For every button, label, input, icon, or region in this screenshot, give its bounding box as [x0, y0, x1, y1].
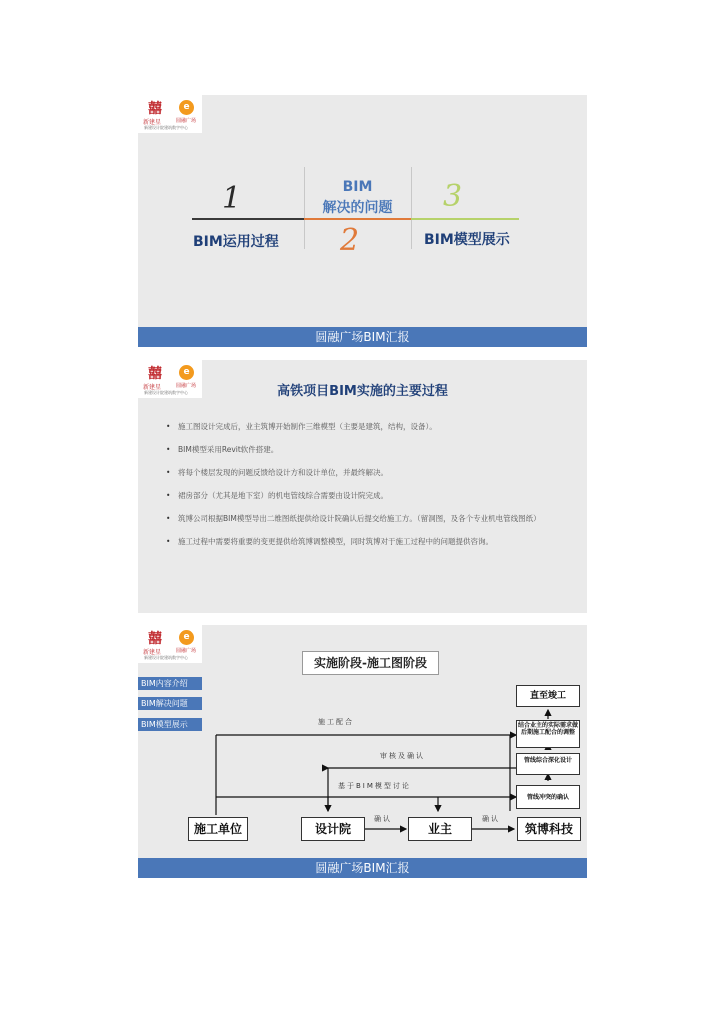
label-construction-coop: 施工配合	[318, 718, 354, 726]
slide-title: 实施阶段-施工图阶段	[302, 651, 439, 675]
step-number-3: 3	[443, 179, 463, 214]
xinjian-logo-icon: 囍	[148, 101, 162, 117]
footer-banner: 圆融广场BIM汇报	[138, 327, 587, 347]
box-later-adjustment: 结合业主的实际需求做后期施工配合的调整	[516, 720, 580, 748]
logo-block	[138, 95, 202, 133]
step-number-1: 1	[222, 181, 242, 216]
xinjian-logo-icon: 囍	[148, 631, 162, 647]
label-confirm-1: 确认	[374, 815, 392, 823]
slide-bim-overview	[138, 95, 587, 347]
logo-left-text: 新建星	[143, 119, 162, 126]
logo-left-text: 新建星	[143, 649, 162, 656]
menu-item-model[interactable]: BIM模型展示	[138, 718, 202, 731]
yuanrong-logo-icon: e	[179, 630, 194, 645]
divider-right	[411, 167, 412, 249]
box-construction-unit: 施工单位	[188, 817, 248, 841]
footer-banner: 圆融广场BIM汇报	[138, 858, 587, 878]
bullet-item: • 筑博公司根据BIM模型导出二维图纸提供给设计院确认后提交给施工方。（留洞图，及各个专业机电管线图纸）	[166, 514, 566, 524]
label-model-display: BIM模型展示	[424, 232, 510, 248]
label-bim-discussion: 基于BIM模型讨论	[338, 782, 411, 790]
logo-right-text: 圆融广场	[176, 383, 197, 389]
line-step1	[192, 218, 304, 220]
box-until-completion: 直至竣工	[516, 685, 580, 707]
bullet-item: • 裙房部分（尤其是地下室）的机电管线综合需要由设计院完成。	[166, 491, 566, 501]
menu-item-problems[interactable]: BIM解决问题	[138, 697, 202, 710]
label-confirm-2: 确认	[482, 815, 500, 823]
slide-construction-stage	[138, 625, 587, 878]
box-design-institute: 设计院	[301, 817, 365, 841]
line-step2	[304, 218, 411, 220]
label-bim-line1: BIM	[342, 179, 373, 195]
logo-subtitle: 新建设计院建筑数字中心	[144, 655, 188, 660]
logo-right-text: 圆融广场	[176, 118, 197, 124]
label-problems-solved: 解决的问题	[322, 200, 393, 216]
line-step3	[411, 218, 519, 220]
bullet-item: • 将每个楼层发现的问题反馈给设计方和设计单位，并最终解决。	[166, 468, 566, 478]
label-review-confirm: 审核及确认	[380, 752, 425, 760]
logo-subtitle: 新建设计院建筑数字中心	[144, 125, 188, 130]
label-bim-process: BIM运用过程	[193, 234, 279, 250]
step-number-2: 2	[340, 223, 360, 258]
bullet-list	[166, 422, 566, 560]
slide-main-process	[138, 360, 587, 613]
box-owner: 业主	[408, 817, 472, 841]
menu-item-intro[interactable]: BIM内容介绍	[138, 677, 202, 690]
yuanrong-logo-icon: e	[179, 365, 194, 380]
xinjian-logo-icon: 囍	[148, 366, 162, 382]
logo-left-text: 新建星	[143, 384, 162, 391]
box-zhubo-tech: 筑博科技	[517, 817, 581, 841]
bullet-item: • 施工过程中需要将重要的变更提供给筑博调整模型，同时筑博对于施工过程中的问题提供咨询。	[166, 537, 566, 547]
bullet-item: • 施工图设计完成后，业主筑博开始制作三维模型（主要是建筑，结构，设备）。	[166, 422, 566, 432]
yuanrong-logo-icon: e	[179, 100, 194, 115]
box-pipeline-design: 管线综合深化设计	[516, 753, 580, 775]
logo-right-text: 圆融广场	[176, 648, 197, 654]
slide-title: 高铁项目BIM实施的主要过程	[277, 384, 448, 399]
bullet-item: • BIM模型采用Revit软件搭建。	[166, 445, 566, 455]
logo-subtitle: 新建设计院建筑数字中心	[144, 390, 188, 395]
box-pipeline-conflict: 管线冲突的确认	[516, 785, 580, 809]
